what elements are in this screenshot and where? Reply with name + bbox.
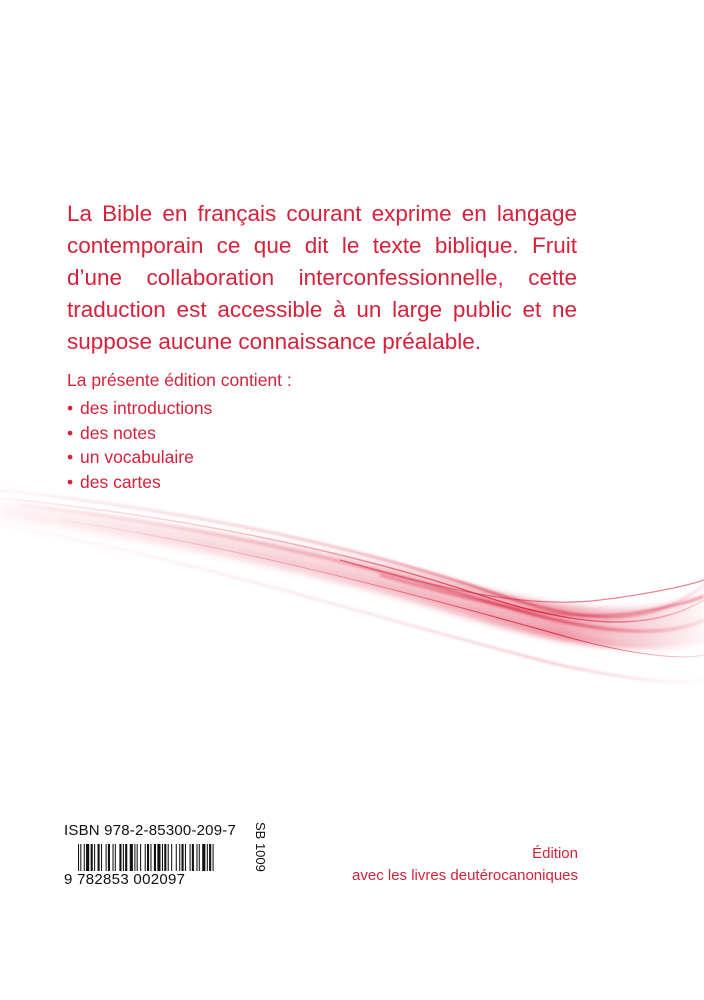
list-item	[67, 396, 467, 421]
edition-subtitle: avec les livres deutérocanoniques	[352, 867, 578, 884]
bullet-icon: •	[67, 422, 74, 443]
sku-label: SB 1009	[253, 822, 268, 872]
sku-code	[248, 822, 268, 892]
contents-list	[67, 396, 467, 494]
barcode-digits: 9 782853 002097	[64, 871, 186, 888]
list-item	[67, 445, 467, 470]
bullet-icon: •	[67, 471, 74, 492]
edition-note	[352, 843, 578, 887]
isbn-barcode-block	[64, 822, 279, 892]
list-item-label: un vocabulaire	[80, 447, 194, 467]
list-item-label: des cartes	[80, 471, 161, 492]
list-item-label: des introductions	[80, 398, 213, 418]
edition-title: Édition	[532, 845, 578, 862]
bullet-icon: •	[67, 398, 74, 418]
list-item-label: des notes	[80, 422, 156, 443]
list-item	[67, 421, 467, 446]
bullet-icon: •	[67, 447, 74, 467]
list-item	[67, 470, 467, 495]
barcode-icon	[78, 844, 250, 871]
edition-contents	[67, 368, 467, 494]
contents-heading: La présente édition contient :	[67, 370, 292, 390]
isbn-label: ISBN 978-2-85300-209-7	[64, 822, 237, 839]
description-paragraph: La Bible en français courant exprime en langage contemporain ce que dit le texte biblique. Fruit d’une collaboration interconfessionnelle, cette traduction est accessible à un large public et ne suppose aucune connaissance préalable.	[67, 201, 577, 354]
